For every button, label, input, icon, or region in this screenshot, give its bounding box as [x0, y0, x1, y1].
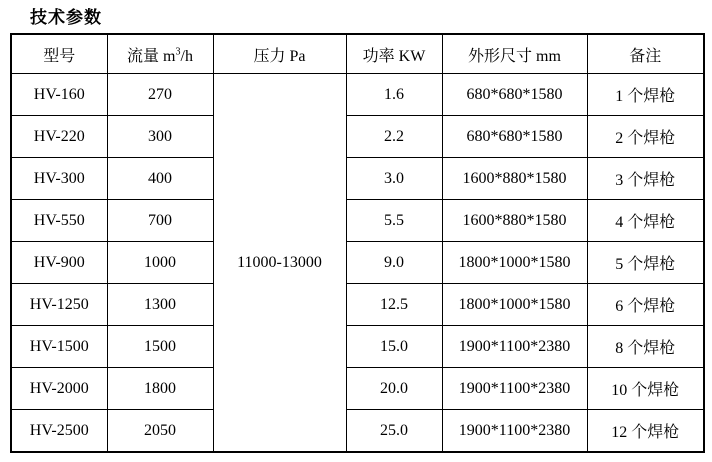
cell-model: HV-900 — [11, 242, 107, 284]
cell-remark: 4 个焊枪 — [587, 200, 704, 242]
flow-header-superscript: 3 — [175, 46, 181, 58]
cell-power: 12.5 — [346, 284, 442, 326]
cell-remark: 5 个焊枪 — [587, 242, 704, 284]
cell-flow: 2050 — [107, 410, 213, 453]
cell-remark: 8 个焊枪 — [587, 326, 704, 368]
cell-dimensions: 1900*1100*2380 — [442, 368, 587, 410]
cell-remark: 10 个焊枪 — [587, 368, 704, 410]
cell-remark: 3 个焊枪 — [587, 158, 704, 200]
cell-flow: 1300 — [107, 284, 213, 326]
header-row — [11, 34, 704, 74]
cell-power: 5.5 — [346, 200, 442, 242]
cell-dimensions: 1800*1000*1580 — [442, 284, 587, 326]
cell-dimensions: 680*680*1580 — [442, 116, 587, 158]
cell-flow: 1500 — [107, 326, 213, 368]
table-row — [11, 158, 704, 200]
cell-remark: 2 个焊枪 — [587, 116, 704, 158]
cell-power: 3.0 — [346, 158, 442, 200]
cell-model: HV-550 — [11, 200, 107, 242]
table-row — [11, 368, 704, 410]
table-row — [11, 74, 704, 116]
col-header-remark: 备注 — [587, 34, 704, 74]
cell-power: 15.0 — [346, 326, 442, 368]
cell-flow: 1000 — [107, 242, 213, 284]
col-header-dimensions: 外形尺寸 mm — [442, 34, 587, 74]
col-header-flow — [107, 34, 213, 74]
table-body — [11, 74, 704, 453]
cell-model: HV-1500 — [11, 326, 107, 368]
cell-power: 9.0 — [346, 242, 442, 284]
cell-pressure-merged: 11000-13000 — [213, 74, 346, 453]
cell-flow: 300 — [107, 116, 213, 158]
cell-power: 25.0 — [346, 410, 442, 453]
cell-model: HV-300 — [11, 158, 107, 200]
cell-model: HV-220 — [11, 116, 107, 158]
cell-model: HV-1250 — [11, 284, 107, 326]
cell-dimensions: 1600*880*1580 — [442, 158, 587, 200]
cell-dimensions: 1600*880*1580 — [442, 200, 587, 242]
col-header-power: 功率 KW — [346, 34, 442, 74]
cell-dimensions: 1800*1000*1580 — [442, 242, 587, 284]
table-row — [11, 326, 704, 368]
flow-header-suffix: /h — [180, 47, 193, 65]
page-title: 技术参数 — [30, 8, 102, 27]
col-header-pressure: 压力 Pa — [213, 34, 346, 74]
table-row — [11, 284, 704, 326]
table-row — [11, 200, 704, 242]
cell-model: HV-2500 — [11, 410, 107, 453]
cell-power: 20.0 — [346, 368, 442, 410]
spec-table — [10, 33, 705, 453]
cell-flow: 1800 — [107, 368, 213, 410]
cell-remark: 12 个焊枪 — [587, 410, 704, 453]
table-row — [11, 116, 704, 158]
cell-flow: 700 — [107, 200, 213, 242]
table-row — [11, 410, 704, 453]
cell-dimensions: 1900*1100*2380 — [442, 326, 587, 368]
table-row — [11, 242, 704, 284]
cell-model: HV-160 — [11, 74, 107, 116]
cell-flow: 270 — [107, 74, 213, 116]
col-header-model: 型号 — [11, 34, 107, 74]
cell-flow: 400 — [107, 158, 213, 200]
cell-remark: 6 个焊枪 — [587, 284, 704, 326]
cell-dimensions: 1900*1100*2380 — [442, 410, 587, 453]
cell-remark: 1 个焊枪 — [587, 74, 704, 116]
cell-power: 1.6 — [346, 74, 442, 116]
cell-dimensions: 680*680*1580 — [442, 74, 587, 116]
cell-model: HV-2000 — [11, 368, 107, 410]
flow-header-prefix: 流量 m — [127, 47, 176, 65]
cell-power: 2.2 — [346, 116, 442, 158]
